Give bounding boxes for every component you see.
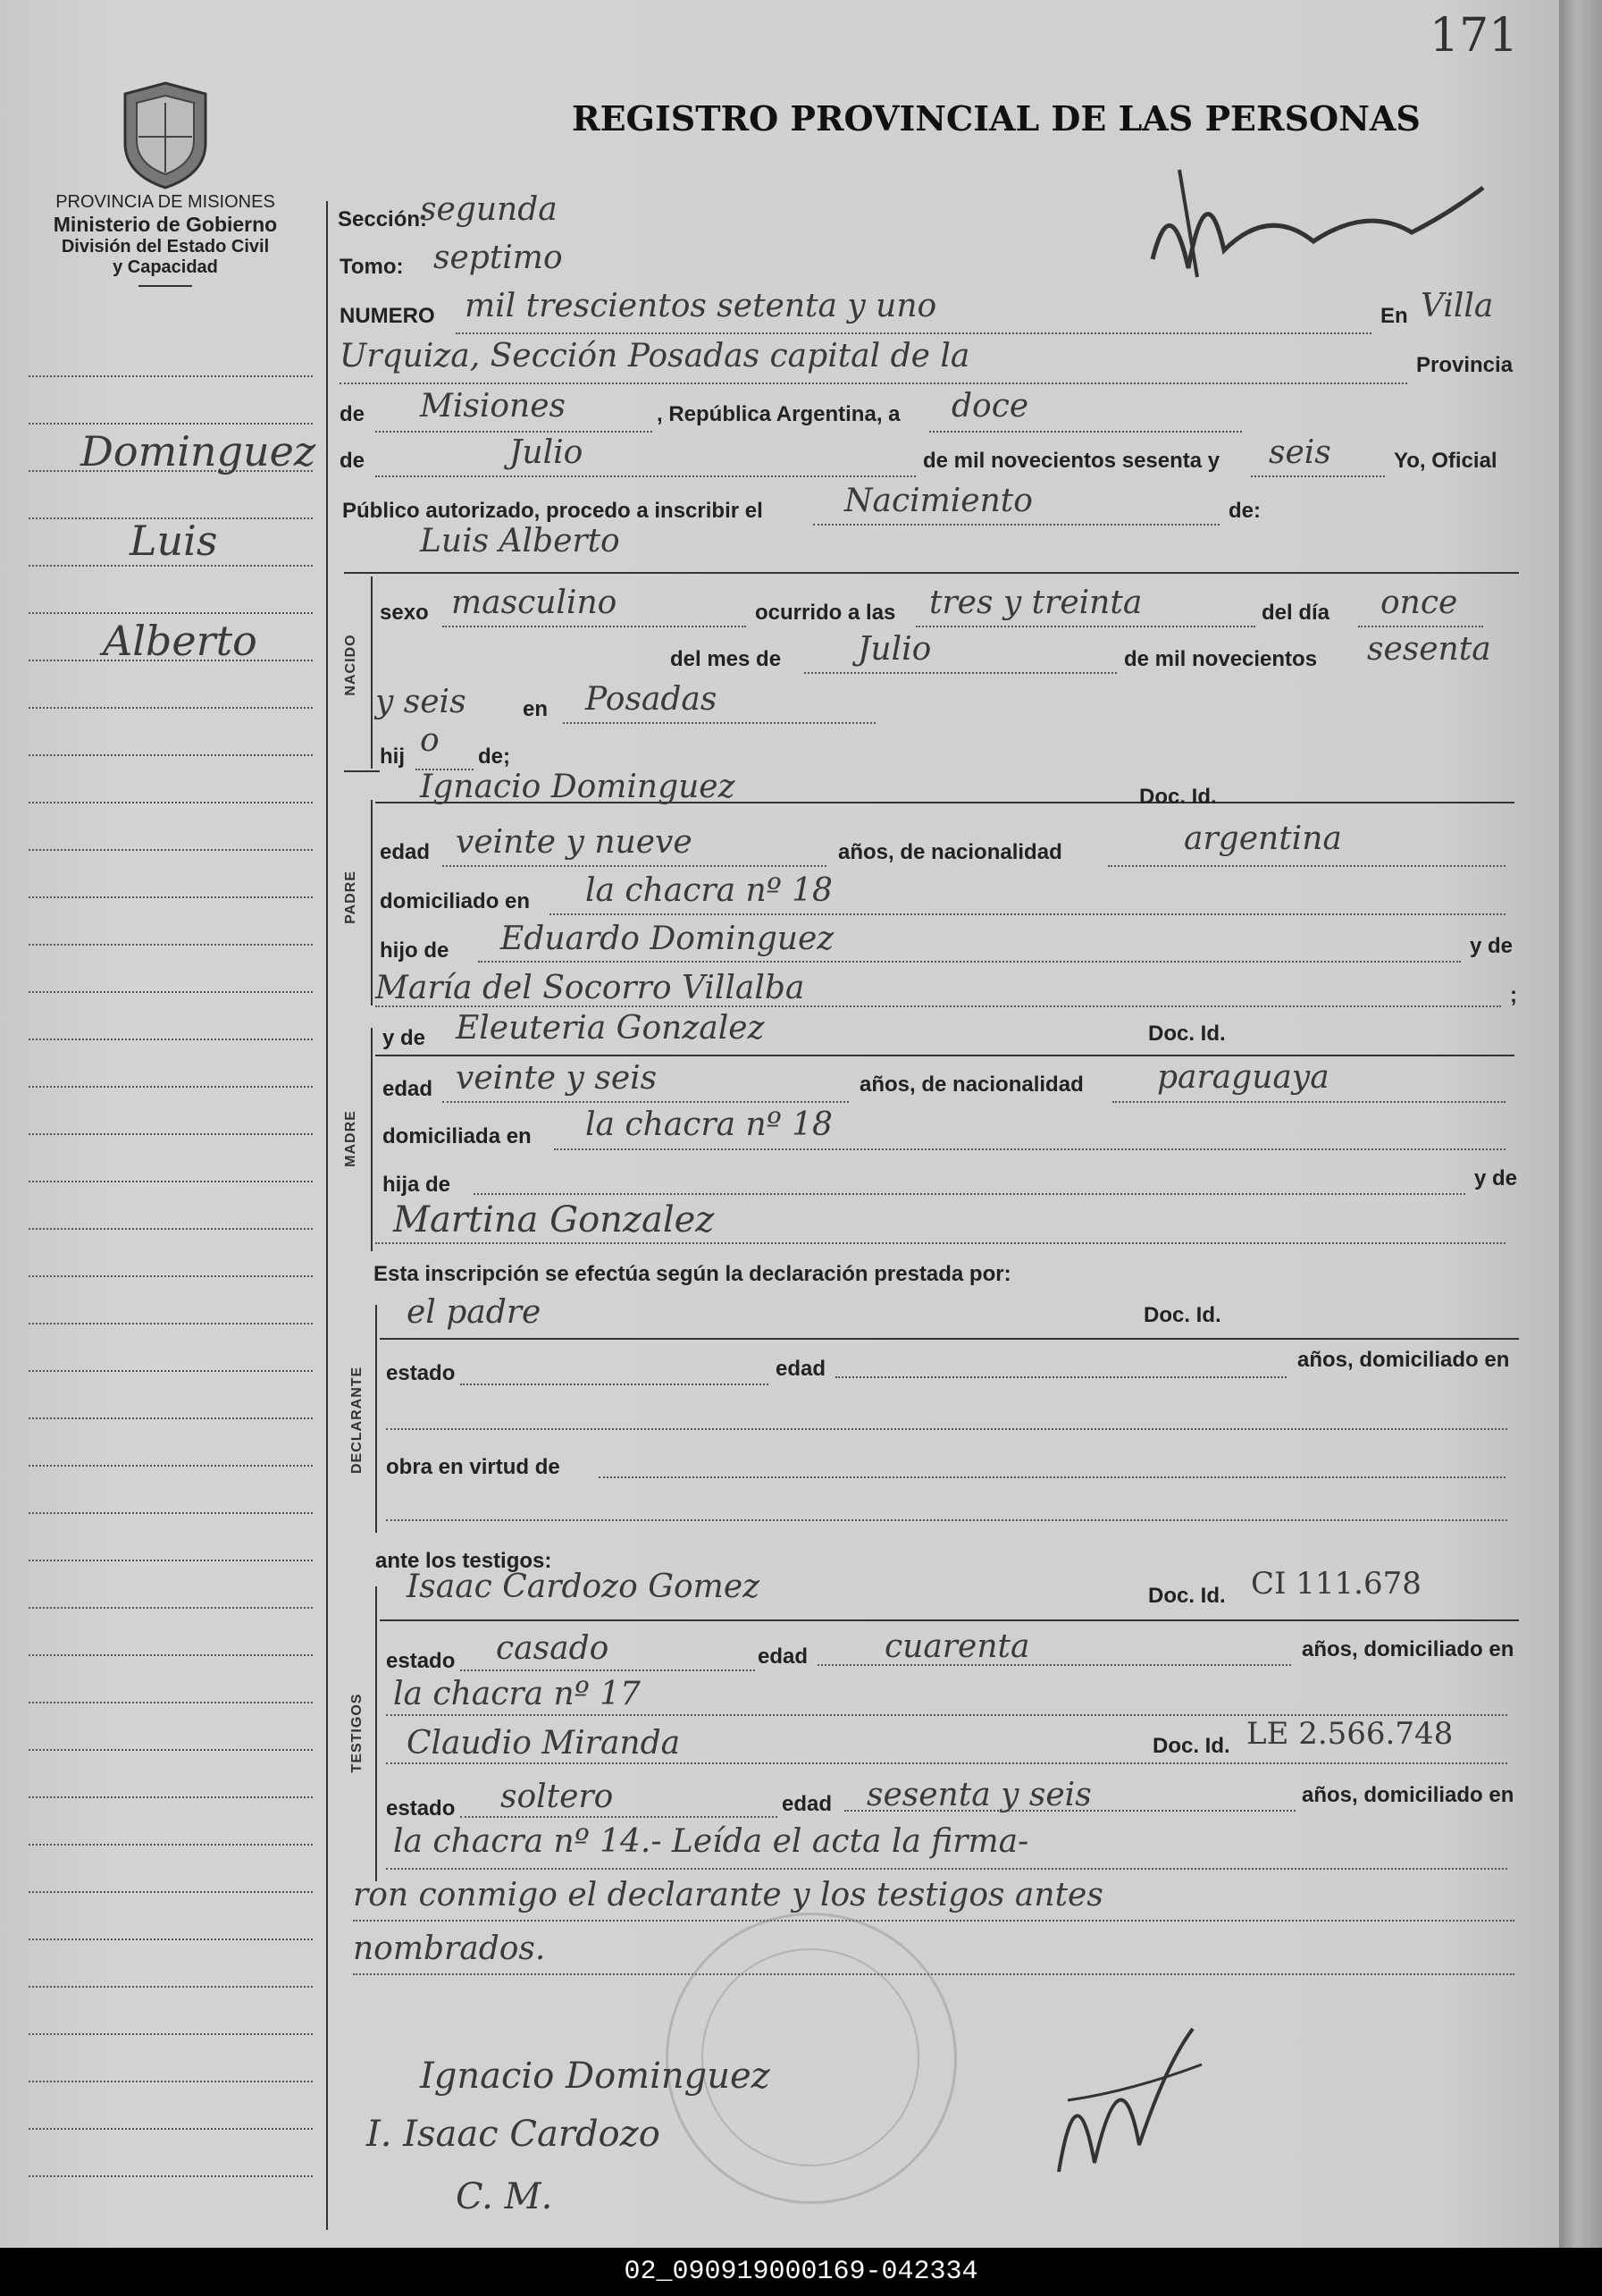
place-line: Urquiza, Sección Posadas capital de la [340,338,970,374]
madre-doc-label: Doc. Id. [1148,1022,1226,1046]
ministry-name: Ministerio de Gobierno [53,213,278,236]
testigo2-estado-value: soltero [500,1779,614,1815]
provincia-label: Provincia [1416,353,1514,377]
de2-label: de [340,449,365,473]
margin-line [29,1607,313,1609]
padre-semicolon: ; [1510,983,1517,1007]
de3-label: de: [1229,499,1261,523]
margin-surname: Dominguez [80,427,316,475]
margin-line [29,1465,313,1467]
seccion-value: segunda [420,191,558,228]
margin-line [29,1181,313,1182]
de-label: de [340,402,365,426]
margin-line [29,754,313,756]
margin-line [29,944,313,946]
province-name: PROVINCIA DE MISIONES [55,192,275,212]
margin-line [29,849,313,851]
del-dia-label: del día [1262,601,1330,625]
testigo2-anios-label: años, domiciliado en [1302,1783,1514,1807]
madre-y-de2-label: y de [1474,1166,1518,1190]
margin-line [29,1417,313,1419]
margin-line [29,1512,313,1514]
margin-line [29,1986,313,1988]
testigo2-estado-label: estado [386,1796,456,1821]
margin-line [29,1323,313,1325]
testigo2-dom-value: la chacra nº 14.- Leída el acta la firma- [393,1823,1029,1860]
padre-doc-label: Doc. Id. [1139,785,1217,809]
tomo-label: Tomo: [340,255,404,279]
testigo1-dom-value: la chacra nº 17 [393,1676,641,1712]
margin-line [29,1275,313,1277]
margin-line [29,1086,313,1088]
testigo1-nombre: Isaac Cardozo Gomez [407,1569,760,1605]
madre-edad-value: veinte y seis [456,1060,658,1097]
seccion-label: Sección: [338,207,428,231]
testigo2-doc-label: Doc. Id. [1153,1734,1230,1758]
mes-label: del mes de [670,647,782,671]
testigo2-edad-value: sesenta y seis [867,1777,1092,1813]
ocurrido-label: ocurrido a las [755,601,896,625]
publico-label: Público autorizado, procedo a inscribir el [342,499,763,523]
margin-line [29,896,313,898]
coat-of-arms-icon [112,76,219,192]
padre-nombre: Ignacio Dominguez [420,769,735,805]
tomo-value: septimo [433,240,563,276]
mes-value: Julio [858,631,932,668]
section-testigos: TESTIGOS [349,1693,365,1773]
numero-value: mil trescientos setenta y uno [465,288,937,324]
testigo1-anios-label: años, domiciliado en [1302,1637,1514,1661]
madre-nombre: Eleuteria Gonzalez [456,1010,765,1047]
declarante-estado-label: estado [386,1361,456,1385]
margin-line [29,2033,313,2035]
closing-line-2: nombrados. [353,1930,546,1967]
padre-dom-value: la chacra nº 18 [585,872,833,909]
sexo-value: masculino [451,585,617,621]
madre-nac-value: paraguaya [1157,1059,1329,1096]
declarante-nombre: el padre [407,1294,541,1331]
madre-nac-label: años, de nacionalidad [860,1072,1084,1097]
en-value: Villa [1421,288,1494,324]
closing-line-1: ron conmigo el declarante y los testigos antes [353,1877,1103,1913]
official-signature-bottom [1041,2011,1220,2199]
child-name: Luis Alberto [420,523,620,559]
margin-line [29,1891,313,1893]
padre-edad-value: veinte y nueve [456,824,692,861]
margin-line [29,802,313,803]
margin-line [29,423,313,425]
division-name-2: y Capacidad [113,257,218,277]
margin-line [29,707,313,709]
testigos-intro: ante los testigos: [375,1549,552,1573]
margin-line [29,991,313,993]
madre-dom-value: la chacra nº 18 [585,1106,833,1143]
margin-first-name: Luis [130,517,218,565]
padre-dom-label: domiciliado en [380,889,531,913]
header-block [13,192,317,287]
madre-dom-label: domiciliada en [382,1124,532,1148]
en-label: En [1380,304,1408,328]
province-value: Misiones [420,388,566,425]
section-padre: PADRE [343,870,358,924]
hora-value: tres y treinta [929,585,1143,621]
month-value: Julio [509,434,583,471]
padre-nac-label: años, de nacionalidad [838,840,1062,864]
lugar-value: Posadas [585,681,717,718]
testigo2-edad-label: edad [782,1792,833,1816]
signature-testigo1: I. Isaac Cardozo [366,2114,660,2155]
testigo1-edad-label: edad [758,1644,809,1669]
mil-label: de mil novecientos [1124,647,1318,671]
margin-line [29,565,313,567]
oficial-label: Yo, Oficial [1394,449,1497,473]
republica-label: , República Argentina, a [657,402,901,426]
margin-line [29,1228,313,1230]
padre-hijo-value: Eduardo Dominguez [500,921,835,957]
en-label-nacido: en [523,697,549,721]
margin-line [29,2128,313,2130]
declarante-anios-label: años, domiciliado en [1297,1348,1510,1372]
margin-line [29,1702,313,1703]
sexo-label: sexo [380,601,429,625]
margin-line [29,1133,313,1135]
margin-divider [326,201,328,2230]
testigo2-nombre: Claudio Miranda [407,1725,681,1762]
margin-line [29,1939,313,1940]
margin-line [29,1039,313,1040]
margin-line [29,1560,313,1561]
margin-line [29,1796,313,1798]
anio-value-2: y seis [375,684,466,720]
dia-value: once [1380,585,1458,621]
margin-line [29,1370,313,1372]
anio-value: sesenta [1367,631,1491,668]
margin-line [29,2175,313,2177]
day-value: doce [952,388,1029,425]
hij-label: hij [380,744,405,769]
signature-padre: Ignacio Dominguez [420,2056,770,2097]
obra-label: obra en virtud de [386,1455,560,1479]
official-signature-top [1144,152,1501,286]
section-nacido: NACIDO [343,634,358,696]
section-declarante: DECLARANTE [349,1366,365,1474]
padre-hijo-label: hijo de [380,938,449,963]
madre-hija-label: hija de [382,1173,451,1197]
madre-y-de-label: y de [382,1026,426,1050]
year-label: de mil novecientos sesenta y [923,449,1220,473]
margin-line [29,612,313,614]
margin-line [29,2081,313,2082]
madre-edad-label: edad [382,1077,433,1101]
testigo1-doc-label: Doc. Id. [1148,1584,1226,1608]
page-number: 171 [1430,9,1519,63]
numero-label: NUMERO [340,304,435,328]
signature-testigo2: C. M. [456,2176,553,2217]
testigo1-estado-label: estado [386,1649,456,1673]
testigo1-edad-value: cuarenta [885,1628,1030,1665]
division-name: División del Estado Civil [61,237,270,257]
declarante-doc-label: Doc. Id. [1144,1303,1221,1327]
page-edge [1559,0,1602,2248]
margin-line [29,1654,313,1656]
madre-abuela: Martina Gonzalez [393,1199,715,1241]
hij-value: o [420,722,440,759]
margin-second-name: Alberto [103,617,257,665]
declarante-intro: Esta inscripción se efectúa según la declaración prestada por: [373,1262,1011,1286]
padre-madre-name: María del Socorro Villalba [375,970,805,1006]
testigo1-estado-value: casado [496,1630,609,1667]
margin-line [29,1749,313,1751]
declarante-edad-label: edad [776,1357,826,1381]
year-value: seis [1269,434,1331,471]
acto-value: Nacimiento [844,483,1033,519]
margin-line [29,1844,313,1846]
testigo1-doc-value: CI 111.678 [1251,1566,1422,1602]
margin-line [29,375,313,377]
padre-edad-label: edad [380,840,431,864]
section-madre: MADRE [343,1110,358,1167]
padre-nac-value: argentina [1184,820,1342,857]
document-title: REGISTRO PROVINCIAL DE LAS PERSONAS [572,98,1421,139]
footer-id: 02_090919000169-042334 [0,2248,1602,2296]
padre-y-de-label: y de [1470,934,1514,958]
de-semicolon-label: de; [478,744,510,769]
testigo2-doc-value: LE 2.566.748 [1246,1716,1454,1752]
